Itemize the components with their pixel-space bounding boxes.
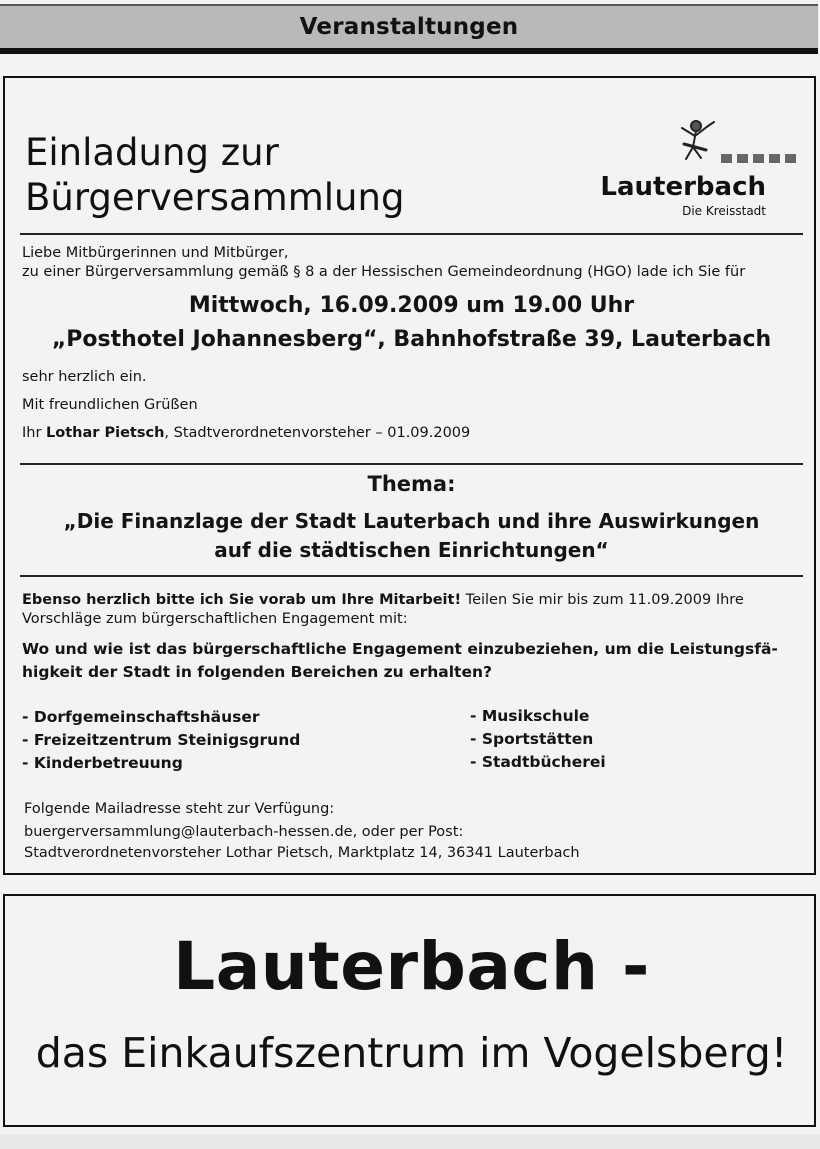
contact-intro: Folgende Mailadresse steht zur Verfügung: [24, 801, 335, 817]
logo-dots [721, 154, 796, 163]
invitation-box [3, 76, 816, 875]
signature: Ihr Lothar Pietsch, Stadtverordnetenvorsteher – 01.09.2009 [22, 425, 471, 441]
section-title: Veranstaltungen [299, 14, 519, 40]
page-edge [0, 1134, 820, 1149]
cooperation-request-cont: Vorschläge zum bürgerschaftlichen Engagement mit: [22, 611, 408, 627]
regards-text: Mit freundlichen Grüßen [22, 397, 198, 413]
theme-line: auf die städtischen Einrichtungen“ [214, 538, 609, 562]
event-venue: „Posthotel Johannesberg“, Bahnhofstraße 39, Lauterbach [51, 327, 772, 352]
city-logo [586, 114, 796, 224]
list-item: - Stadtbücherei [470, 753, 606, 771]
ad-subtitle: das Einkaufszentrum im Vogelsberg! [35, 1029, 788, 1077]
section-header [0, 4, 818, 48]
invitation-title: Einladung zur Bürgerversammlung [25, 131, 405, 219]
theme-label: Thema: [367, 472, 456, 496]
divider [20, 463, 803, 465]
contact-address: Stadtverordnetenvorsteher Lothar Pietsch, Marktplatz 14, 36341 Lauterbach [24, 845, 580, 861]
divider [20, 575, 803, 577]
intro-text: zu einer Bürgerversammlung gemäß § 8 a der Hessischen Gemeindeordnung (HGO) lade ich Sie für [22, 264, 746, 280]
logo-subtitle: Die Kreisstadt [682, 204, 766, 218]
list-item: - Sportstätten [470, 730, 594, 748]
advertisement-box [3, 894, 816, 1127]
theme-line: „Die Finanzlage der Stadt Lauterbach und ihre Auswirkungen [63, 509, 760, 533]
list-item: - Freizeitzentrum Steinigsgrund [22, 731, 301, 749]
list-item: - Dorfgemeinschaftshäuser [22, 708, 260, 726]
contact-email: buergerversammlung@lauterbach-hessen.de, oder per Post: [24, 824, 464, 840]
list-item: - Kinderbetreuung [22, 754, 183, 772]
question: Wo und wie ist das bürgerschaftliche Engagement einzubeziehen, um die Leistungsfä- [22, 640, 778, 658]
question-cont: higkeit der Stadt in folgenden Bereichen zu erhalten? [22, 663, 493, 681]
ad-title: Lauterbach - [173, 928, 650, 1005]
header-divider [0, 48, 818, 54]
event-date: Mittwoch, 16.09.2009 um 19.00 Uhr [188, 293, 635, 318]
city-mascot-icon [666, 114, 726, 174]
areas-list-left [22, 706, 300, 775]
divider [20, 233, 803, 235]
areas-list-right [470, 705, 606, 774]
greeting: Liebe Mitbürgerinnen und Mitbürger, [22, 245, 289, 261]
closing-text: sehr herzlich ein. [22, 369, 147, 385]
list-item: - Musikschule [470, 707, 590, 725]
cooperation-request: Ebenso herzlich bitte ich Sie vorab um Ihre Mitarbeit! Teilen Sie mir bis zum 11.09.2009 Ihre [22, 592, 744, 608]
logo-name: Lauterbach [600, 172, 766, 202]
